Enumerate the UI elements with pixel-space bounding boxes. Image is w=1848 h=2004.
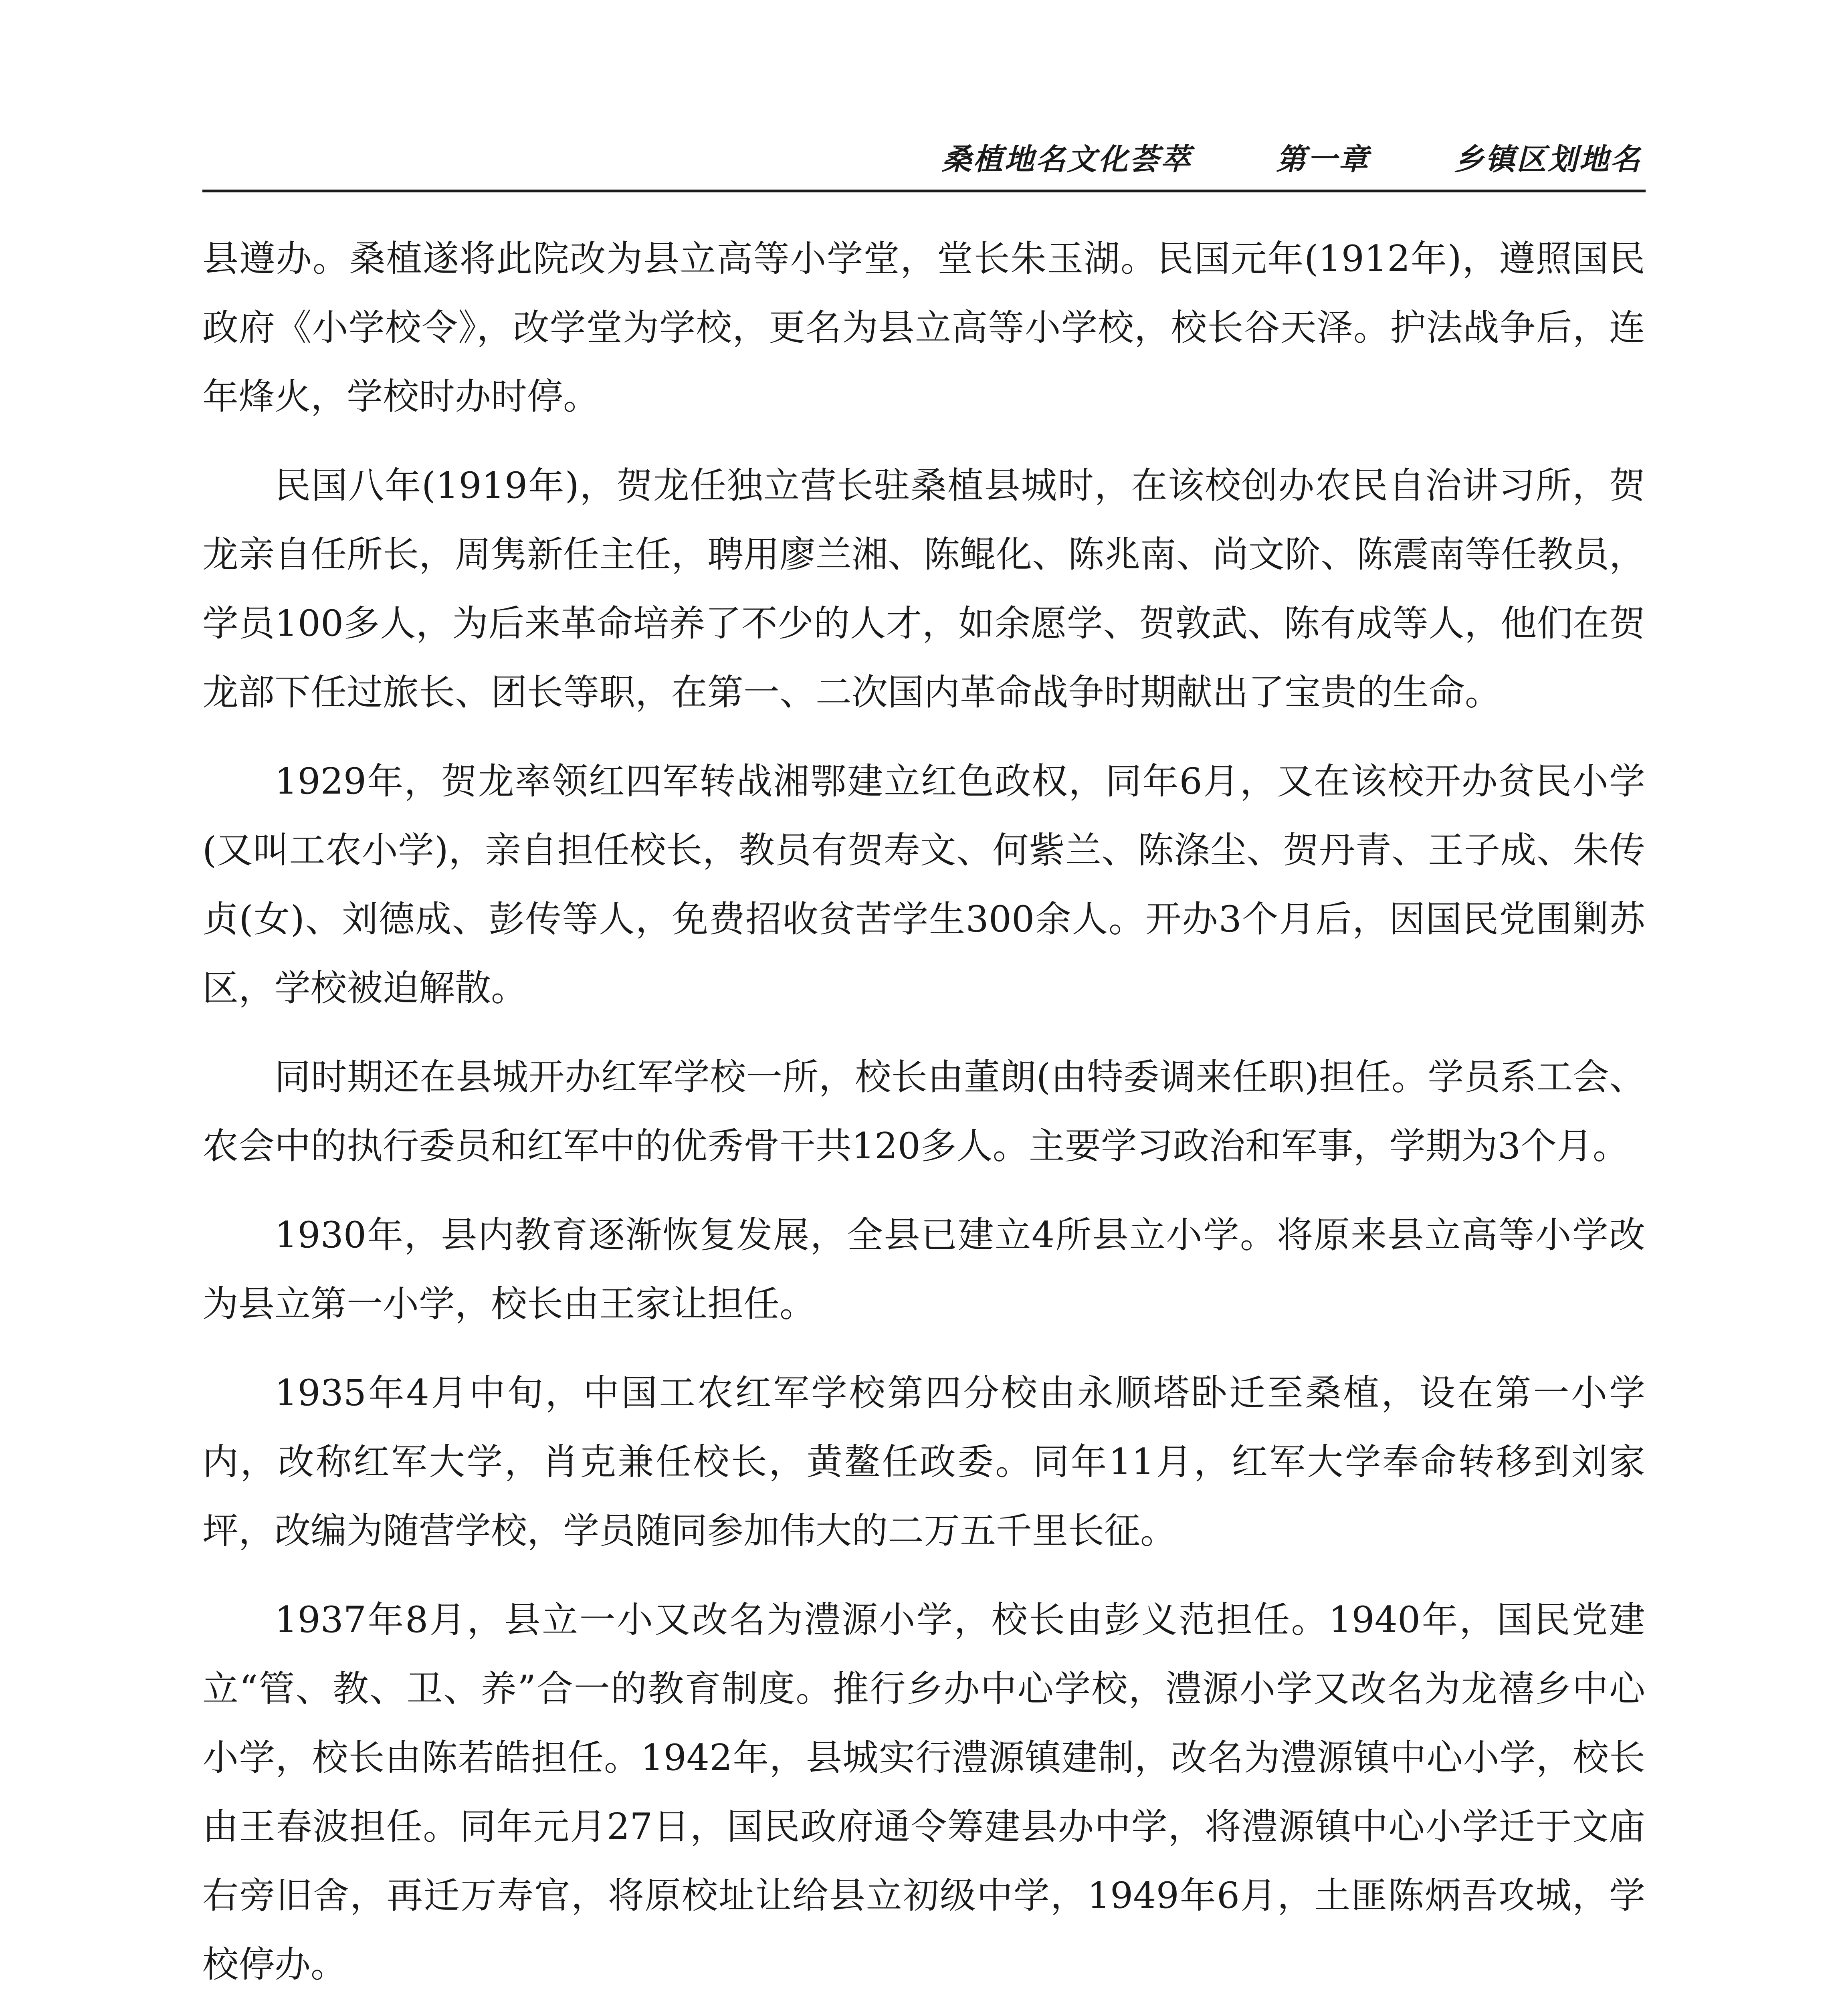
section-title: 乡镇区划地名	[1454, 142, 1642, 177]
paragraph: 1930年，县内教育逐渐恢复发展，全县已建立4所县立小学。将原来县立高等小学改为县立第一小学，校长由王家让担任。	[202, 1214, 1645, 1325]
paragraph: 县遵办。桑植遂将此院改为县立高等小学堂，堂长朱玉湖。民国元年(1912年)，遵照国民政府《小学校令》，改学堂为学校，更名为县立高等小学校，校长谷天泽。护法战争后，连年烽火，学校时办时停。	[202, 238, 1645, 418]
paragraph: 同时期还在县城开办红军学校一所，校长由董朗(由特委调来任职)担任。学员系工会、农会中的执行委员和红军中的优秀骨干共120多人。主要学习政治和军事，学期为3个月。	[202, 1056, 1645, 1167]
paragraph: 1937年8月，县立一小又改名为澧源小学，校长由彭义范担任。1940年，国民党建立“管、教、卫、养”合一的教育制度。推行乡办中心学校，澧源小学又改名为龙禧乡中心小学，校长由陈若皓担任。1942年，县城实行澧源镇建制，改名为澧源镇中心小学，校长由王春波担任。同年元月27日，国民政府通令筹建县办中学，将澧源镇中心小学迁于文庙右旁旧舍，再迁万寿官，将原校址让给县立初级中学，1949年6月，土匪陈炳吾攻城，学校停办。	[202, 1599, 1645, 1986]
paragraph: 民国八年(1919年)，贺龙任独立营长驻桑植县城时，在该校创办农民自治讲习所，贺龙亲自任所长，周隽新任主任，聘用廖兰湘、陈鲲化、陈兆南、尚文阶、陈震南等任教员，学员100多人，为后来革命培养了不少的人才，如余愿学、贺敦武、陈有成等人，他们在贺龙部下任过旅长、团长等职，在第一、二次国内革命战争时期献出了宝贵的生命。	[202, 465, 1645, 713]
book-title: 桑植地名文化荟萃	[942, 142, 1192, 177]
paragraph: 1935年4月中旬，中国工农红军学校第四分校由永顺塔卧迁至桑植，设在第一小学内，改称红军大学，肖克兼任校长，黄鳌任政委。同年11月，红军大学奉命转移到刘家坪，改编为随营学校，学员随同参加伟大的二万五千里长征。	[202, 1372, 1645, 1552]
page-header	[202, 124, 1646, 192]
chapter-label: 第一章	[1276, 142, 1370, 177]
body-text	[202, 224, 1645, 2004]
paragraph: 1929年，贺龙率领红四军转战湘鄂建立红色政权，同年6月，又在该校开办贫民小学(又叫工农小学)，亲自担任校长，教员有贺寿文、何紫兰、陈涤尘、贺丹青、王子成、朱传贞(女)、刘德成、彭传等人，免费招收贫苦学生300余人。开办3个月后，因国民党围剿苏区，学校被迫解散。	[202, 760, 1645, 1009]
